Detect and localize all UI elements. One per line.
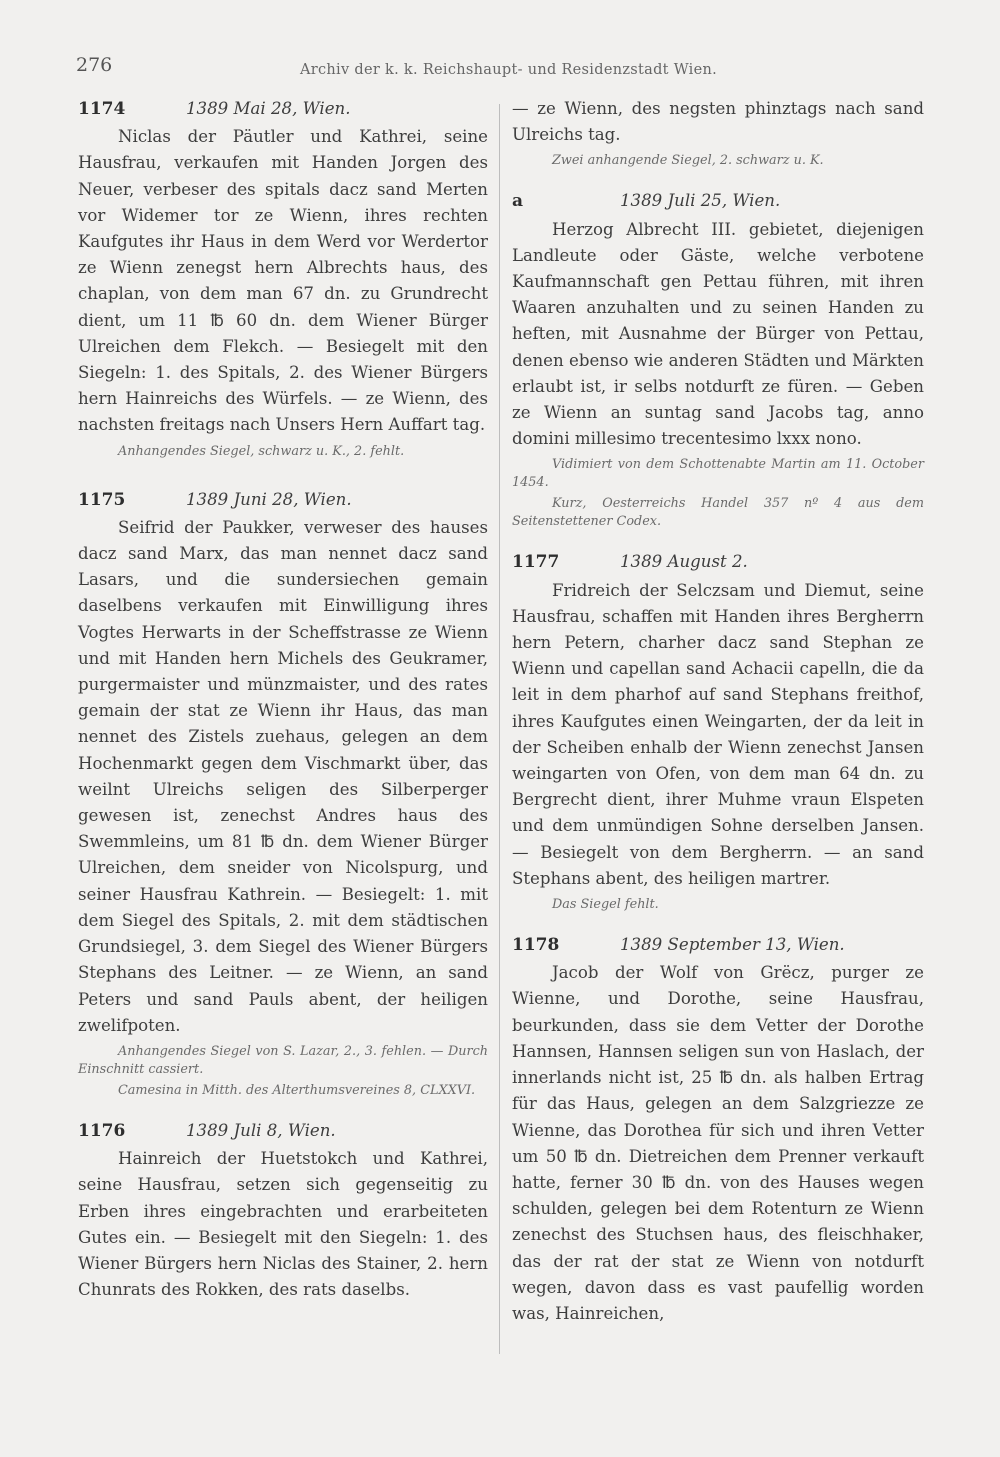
entry-1176-continued: [512, 96, 924, 170]
column-divider: [499, 104, 500, 1354]
entry-number: 1175: [78, 489, 126, 510]
entry-number: 1177: [512, 552, 560, 573]
entry-number: a: [512, 191, 524, 212]
entry-heading: [78, 96, 488, 122]
entry-number: 1176: [78, 1120, 126, 1141]
entry-note: Anhangendes Siegel von S. Lazar, 2., 3. fehlen. — Durch Einschnitt cassiert.: [78, 1043, 488, 1077]
entry-a: [512, 188, 924, 531]
entry-text: Herzog Albrecht III. gebietet, diejenigen Landleute oder Gäste, welche verbotene Kaufmannschaft gen Pettau führen, mit ihren Waaren anzuhalten und zu seinen Handen zu heften, mit Ausnahme der Bürger von Pettau, denen ebenso wie anderen Städten und Märkten erlaubt ist, ir selbs notdurft ze füren. — Geben ze Wienn an suntag sand Jacobs tag, anno domini millesimo trecentesimo lxxx nono.: [512, 219, 924, 449]
page-header: [76, 48, 926, 88]
entry-heading: [512, 188, 924, 214]
entry-note: Anhangendes Siegel, schwarz u. K., 2. fehlt.: [118, 443, 405, 459]
entry-heading: [78, 1118, 488, 1144]
entry-1177: [512, 549, 924, 914]
entry-1174: [78, 96, 488, 461]
page-number: 276: [76, 54, 113, 76]
entry-1176: [78, 1118, 488, 1303]
entry-date: 1389 August 2.: [620, 552, 748, 572]
entry-number: 1174: [78, 99, 126, 119]
entry-date: 1389 Juli 8, Wien.: [186, 1120, 336, 1140]
left-column: [78, 96, 488, 1303]
entry-text: Jacob der Wolf von Grëcz, purger ze Wienne, und Dorothe, seine Hausfrau, beurkunden, dass sie dem Vetter der Dorothe Hannsen, Hannsen seligen sun von Haslach, der innerlands nicht ist, 25 ℔ dn. als halben Ertrag für das Haus, gelegen an dem Salzgriezze ze Wienne, das Dorothea für sich und ihren Vetter um 50 ℔ dn. Dietreichen dem Prenner verkauft hatte, ferner 30 ℔ dn. von des Hauses wegen schulden, gelegen bei dem Rotenturn ze Wienn zenechst des Stuchsen haus, des fleischhaker, das der rat der stat ze Wienn von notdurft wegen, davon dass es vast paufellig worden was, Hainreichen,: [512, 963, 924, 1323]
right-column: [512, 96, 924, 1327]
running-title: Archiv der k. k. Reichshaupt- und Residenzstadt Wien.: [300, 62, 718, 78]
entry-date: 1389 Juli 25, Wien.: [620, 191, 781, 211]
entry-note: Kurz, Oesterreichs Handel 357 nº 4 aus dem Seitenstettener Codex.: [512, 496, 924, 530]
entry-number: 1178: [512, 935, 560, 956]
entry-text: — ze Wienn, des negsten phinztags nach sand Ulreichs tag.: [512, 99, 924, 145]
entry-text: Hainreich der Huetstokch und Kathrei, seine Hausfrau, setzen sich gegenseitig zu Erben ihres eingebrachten und erarbeiteten Gutes ein. — Besiegelt mit den Siegeln: 1. des Wiener Bürgers hern Niclas des Stainer, 2. hern Chunrats des Rokken, des rats daselbs.: [78, 1149, 488, 1300]
entry-heading: [512, 932, 924, 958]
entry-date: 1389 Juni 28, Wien.: [186, 489, 352, 509]
entry-note: Vidimiert von dem Schottenabte Martin am 11. October 1454.: [512, 457, 924, 491]
entry-heading: [78, 487, 488, 513]
entry-date: 1389 September 13, Wien.: [620, 935, 845, 955]
entry-note: Das Siegel fehlt.: [552, 897, 659, 913]
entry-note: Camesina in Mitth. des Alterthumsvereines 8, CLXXVI.: [118, 1082, 476, 1098]
entry-heading: [512, 549, 924, 575]
entry-text: Niclas der Päutler und Kathrei, seine Hausfrau, verkaufen mit Handen Jorgen des Neuer, verbeser des spitals dacz sand Merten vor Widemer tor ze Wienn, ihres rechten Kaufgutes ihr Haus in dem Werd vor Werdertor ze Wienn zenegst hern Albrechts haus, des chaplan, von dem man 67 dn. zu Grundrecht dient, um 11 ℔ 60 dn. dem Wiener Bürger Ulreichen dem Flekch. — Besiegelt mit den Siegeln: 1. des Spitals, 2. des Wiener Bürgers hern Hainreichs des Würfels. — ze Wienn, des nachsten freitags nach Unsers Hern Auffart tag.: [78, 127, 488, 435]
entry-date: 1389 Mai 28, Wien.: [186, 99, 351, 118]
entry-note: Zwei anhangende Siegel, 2. schwarz u. K.: [552, 153, 824, 169]
entry-1178: [512, 932, 924, 1327]
entry-1175: [78, 487, 488, 1100]
entry-text: Fridreich der Selczsam und Diemut, seine Hausfrau, schaffen mit Handen ihres Bergherrn hern Petern, charher dacz sand Stephan ze Wienn und capellan sand Achacii capelln, die da leit in dem pharhof auf sand Stephans freithof, ihres Kaufgutes einen Weingarten, der da leit in der Scheiben enhalb der Wienn zenechst Jansen weingarten von Ofen, von dem man 64 dn. zu Bergrecht dient, ihrer Muhme vraun Elspeten und dem unmündigen Sohne derselben Jansen. — Besiegelt von dem Bergherrn. — an sand Stephans abent, des heiligen martrer.: [512, 580, 924, 888]
entry-text: Seifrid der Paukker, verweser des hauses dacz sand Marx, das man nennet dacz sand Lasars, und die sundersiechen gemain daselbens verkaufen mit Einwilligung ihres Vogtes Herwarts in der Scheffstrasse ze Wienn und mit Handen hern Michels des Geukramer, purgermaister und münzmaister, und des rates gemain der stat ze Wienn ihr Haus, das man nennet des Zistels zuehaus, gelegen an dem Hochenmarkt gegen dem Vischmarkt über, das weilnt Ulreichs seligen des Silberperger gewesen ist, zenechst Andres haus des Swemmleins, um 81 ℔ dn. dem Wiener Bürger Ulreichen, dem sneider von Nicolspurg, und seiner Hausfrau Kathrein. — Besiegelt: 1. mit dem Siegel des Spitals, 2. mit dem städtischen Grundsiegel, 3. dem Siegel des Wiener Bürgers Stephans des Leitner. — ze Wienn, an sand Peters und sand Pauls abent, der heiligen zwelifpoten.: [78, 517, 488, 1035]
